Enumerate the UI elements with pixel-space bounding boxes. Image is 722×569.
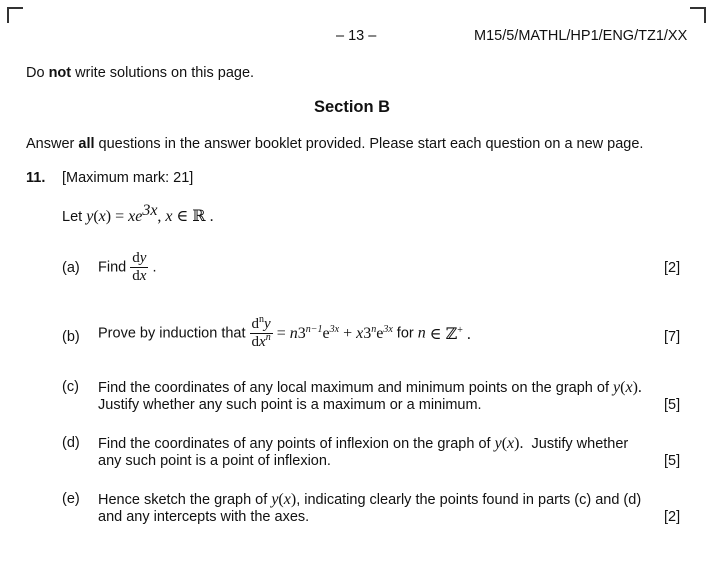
- formula-fragment: (: [93, 208, 99, 225]
- function-definition: y: [86, 208, 94, 225]
- part-d-text1-post: Justify whether: [531, 436, 629, 452]
- section-title: Section B: [314, 98, 391, 116]
- notice-bold: not: [48, 65, 72, 81]
- formula-fragment: e: [376, 324, 384, 342]
- formula-fragment: (: [278, 491, 284, 508]
- formula-fragment: 3: [363, 324, 372, 342]
- max-mark: [Maximum mark: 21]: [62, 170, 194, 186]
- formula-fragment: 3x: [329, 323, 340, 335]
- formula-fragment: y: [494, 435, 502, 452]
- formula-fragment: 3x: [383, 323, 393, 335]
- part-a-marks: [2]: [664, 260, 681, 276]
- part-d-line2: any such point is a point of inflexion.: [98, 453, 331, 469]
- part-d-text1: Find the coordinates of any points of inflexion on the graph of: [98, 436, 491, 452]
- formula-fragment: ) =: [105, 208, 129, 225]
- part-d-line1: [98, 435, 628, 453]
- formula-fragment: ,: [157, 208, 166, 225]
- notice-line: [26, 65, 254, 81]
- let-text: Let: [62, 209, 83, 225]
- paper-code: M15/5/MATHL/HP1/ENG/TZ1/XX: [474, 28, 688, 44]
- formula-fragment: 3: [297, 324, 306, 342]
- part-e-label: (e): [62, 491, 80, 507]
- part-e-text1-post: , indicating clearly the points found in parts (c) and (d): [296, 492, 642, 508]
- part-c-label: (c): [62, 379, 79, 395]
- part-c-line2: Justify whether any such point is a maximum or a minimum.: [98, 397, 482, 413]
- formula-fragment: x: [165, 208, 173, 225]
- derivative-fraction: [130, 250, 148, 285]
- let-line: [62, 202, 214, 226]
- part-b-for: for: [396, 325, 414, 342]
- part-b-marks: [7]: [664, 329, 681, 345]
- part-d-label: (d): [62, 435, 80, 451]
- formula-fragment: x: [507, 435, 515, 452]
- formula-fragment: $d^ny$: [251, 314, 271, 332]
- formula-fragment: xe: [128, 208, 143, 225]
- part-b-prove: Prove by induction that: [98, 325, 246, 342]
- crop-mark-top-left: [7, 7, 23, 23]
- part-b-text: [98, 316, 471, 351]
- instructions-line: [26, 136, 643, 152]
- formula-fragment: $dx^n$: [251, 332, 271, 350]
- instructions-pre: Answer: [26, 136, 79, 152]
- formula-fragment: n: [417, 324, 426, 342]
- formula-fragment: ).: [514, 435, 524, 452]
- part-c-text1: Find the coordinates of any local maximum and minimum points on the graph of: [98, 380, 609, 396]
- formula-fragment: (: [620, 379, 626, 396]
- formula-fragment: ∈ ℤ+ .: [425, 324, 471, 343]
- part-e-line2: and any intercepts with the axes.: [98, 509, 310, 525]
- notice-pre: Do: [26, 65, 49, 81]
- formula-fragment: =: [272, 324, 290, 342]
- formula-fragment: (: [501, 435, 508, 452]
- part-c-line1: [98, 379, 642, 397]
- formula-fragment: e: [322, 324, 330, 342]
- formula-fragment: .: [148, 259, 157, 276]
- formula-fragment: x: [625, 379, 633, 396]
- formula-fragment: ∈ ℝ .: [172, 208, 214, 225]
- formula-fragment: n: [371, 323, 377, 335]
- part-e-text1-pre: Hence sketch the graph of: [98, 492, 268, 508]
- part-a-label: (a): [62, 260, 80, 276]
- formula-fragment: y: [271, 491, 279, 508]
- part-a-text: [98, 250, 156, 285]
- crop-mark-top-right: [690, 7, 706, 23]
- formula-fragment: 3x: [142, 202, 158, 219]
- formula-fragment: y: [613, 379, 621, 396]
- instructions-post: questions in the answer booklet provided. Please start each question on a new page.: [94, 136, 644, 152]
- formula-fragment: dx: [132, 268, 147, 284]
- induction-formula: = $n3^{n-1}e^{3x} + x3^ne^{3x}$: [272, 323, 393, 342]
- instructions-bold: all: [78, 136, 95, 152]
- part-e-line1: [98, 491, 641, 509]
- question-number: 11.: [26, 170, 46, 186]
- part-a-find: Find: [98, 259, 127, 276]
- part-c-marks: [5]: [664, 397, 681, 413]
- nth-derivative-fraction: [250, 316, 273, 351]
- formula-fragment: ).: [632, 379, 642, 396]
- formula-fragment: +: [339, 324, 357, 342]
- part-b-label: (b): [62, 329, 80, 345]
- page-number: – 13 –: [336, 28, 377, 44]
- formula-fragment: x: [283, 491, 291, 508]
- part-d-marks: [5]: [664, 453, 681, 469]
- formula-fragment: n−1: [305, 323, 323, 335]
- notice-post: write solutions on this page.: [71, 65, 255, 81]
- formula-fragment: dy: [132, 250, 147, 266]
- formula-fragment: x: [98, 208, 106, 225]
- formula-fragment: ): [290, 491, 297, 508]
- part-e-marks: [2]: [664, 509, 681, 525]
